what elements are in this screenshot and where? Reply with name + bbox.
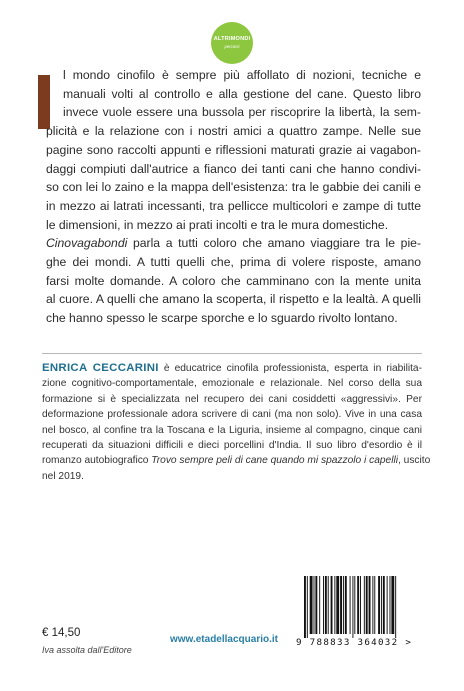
barcode-bar xyxy=(343,576,344,634)
drop-cap-i xyxy=(38,75,50,129)
blurb-line xyxy=(46,122,421,141)
barcode-bar xyxy=(319,576,320,634)
publisher-logo xyxy=(211,22,253,64)
text-run: deformazione professionale adora scrivere di cani (ma non solo). Vive in una casa xyxy=(42,409,422,421)
italic-title: Trovo sempre peli di cane quando mi spazzolo i capelli xyxy=(151,455,398,467)
barcode-bar xyxy=(369,576,371,634)
barcode-bar xyxy=(372,576,373,634)
text-run: , uscito xyxy=(398,455,431,467)
section-divider xyxy=(42,353,422,354)
barcode-bar xyxy=(378,576,380,634)
barcode-bar xyxy=(315,576,317,634)
blurb-line xyxy=(46,197,421,216)
barcode-bar xyxy=(357,576,359,634)
author-name: ENRICA CECCARINI xyxy=(42,362,159,374)
barcode-bar xyxy=(334,576,335,634)
text-run: recuperati da situazioni difficili e dieci porcellini d'India. Il suo libro d'esordio è il xyxy=(42,440,422,452)
blurb-line xyxy=(46,253,421,272)
text-run: formazione si è specializzata nel recupero dei cani cosiddetti «aggressivi». Per xyxy=(42,393,422,405)
blurb-line xyxy=(63,66,421,85)
text-run: in mezzo ai latrati incessanti, tra pellicce multicolori e zampe di tutte xyxy=(46,198,421,213)
bio-line xyxy=(42,423,422,438)
text-run: so con lei lo zaino e la mappa dell'esistenza: tra le gabbie dei canili e xyxy=(46,180,421,195)
blurb-line xyxy=(46,216,421,235)
vat-note: Iva assolta dall'Editore xyxy=(42,645,132,655)
barcode-bar xyxy=(307,576,308,638)
logo-line-1: ALTRIMONDI xyxy=(213,36,251,43)
barcode-bar xyxy=(360,576,361,634)
bio-line xyxy=(42,469,422,484)
barcode-bar xyxy=(328,576,329,634)
text-run: le dimensioni, in mezzo ai prati incolti e tra le mura domestiche. xyxy=(46,217,389,232)
text-run: nel bosco, al confine tra la Toscana e la Liguria, insieme al compagno, cinque cani xyxy=(42,424,422,436)
barcode-bar xyxy=(374,576,375,634)
barcode-bars xyxy=(296,576,427,638)
barcode-bar xyxy=(314,576,315,634)
bio-line xyxy=(42,407,422,422)
barcode-bar xyxy=(340,576,342,634)
barcode-bar xyxy=(383,576,385,634)
text-run: manuali volti al controllo e alla gestione del cane. Questo libro xyxy=(63,86,421,101)
text-run: nel 2019. xyxy=(42,470,84,482)
bio-line xyxy=(42,438,422,453)
bio-line xyxy=(42,453,431,468)
back-cover-blurb xyxy=(46,66,421,328)
text-run: farsi molte domande. A coloro che camminano con la mente unita xyxy=(46,273,421,288)
blurb-line xyxy=(46,309,421,328)
text-run: è educatrice cinofila professionista, esperta in riabilita- xyxy=(158,363,422,374)
blurb-line xyxy=(46,290,421,309)
text-run: daggi compiuti dall'autrice a fianco dei tanti cani che hanno condivi- xyxy=(46,161,421,176)
barcode-bar xyxy=(304,576,306,638)
bio-line xyxy=(42,392,422,407)
barcode-bar xyxy=(364,576,365,634)
text-run: zione cognitivo-comportamentale, emozionale e relazionale. Nel corso della sua xyxy=(42,378,422,390)
barcode-bar xyxy=(331,576,333,634)
barcode-bar xyxy=(391,576,394,634)
text-run: pagine sono raccolti appunti e riflessioni maturati grazie ai vagabon- xyxy=(46,142,421,157)
barcode-bar xyxy=(352,576,353,638)
barcode-bar xyxy=(325,576,327,634)
text-run: invece vuole essere una bussola per riscoprire la libertà, la sem- xyxy=(63,105,421,120)
bio-line xyxy=(42,361,422,376)
barcode-bar xyxy=(395,576,396,638)
italic-title: Cinovagabondi xyxy=(46,236,128,251)
barcode-bar xyxy=(366,576,368,634)
bio-line xyxy=(42,376,422,391)
author-bio xyxy=(42,361,431,484)
barcode-bar xyxy=(323,576,324,634)
publisher-website-link[interactable]: www.etadellacquario.it xyxy=(170,634,278,645)
barcode-bar xyxy=(390,576,391,634)
isbn-number xyxy=(296,637,427,648)
barcode-bar xyxy=(381,576,382,634)
barcode-bar xyxy=(345,576,347,634)
price: € 14,50 xyxy=(42,627,81,639)
barcode-bar xyxy=(350,576,351,634)
isbn-digits: 9 788833 364032 xyxy=(296,637,399,648)
blurb-line xyxy=(46,141,421,160)
blurb-line xyxy=(46,272,421,291)
text-run: ghe dei mondi. A tutti quelli che, prima di volere risposte, amano xyxy=(46,255,421,270)
barcode-bar xyxy=(310,576,313,634)
blurb-line xyxy=(46,160,421,179)
barcode-bar xyxy=(354,576,355,634)
text-run: al cuore. A quelli che amano la scoperta, il rispetto e la lealtà. A quelli xyxy=(46,292,421,307)
blurb-line xyxy=(46,178,421,197)
text-run: che hanno spesso le scarpe sporche e lo sguardo rivolto lontano. xyxy=(46,311,398,326)
barcode-bar xyxy=(387,576,388,634)
text-run: romanzo autobiografico xyxy=(42,455,152,467)
text-run: plicità e la relazione con i nostri amici a quattro zampe. Nelle sue xyxy=(46,124,421,139)
blurb-line xyxy=(46,234,421,253)
blurb-line xyxy=(63,103,421,122)
text-run: parla a tutti coloro che amano viaggiare tra le pie- xyxy=(127,236,421,251)
isbn-barcode xyxy=(296,576,427,650)
barcode-end-mark: > xyxy=(405,637,413,648)
text-run: l mondo cinofilo è sempre più affollato di nozioni, tecniche e xyxy=(63,68,421,82)
blurb-line xyxy=(63,85,421,104)
logo-line-2: percorsi xyxy=(224,43,240,49)
barcode-bar xyxy=(336,576,339,634)
